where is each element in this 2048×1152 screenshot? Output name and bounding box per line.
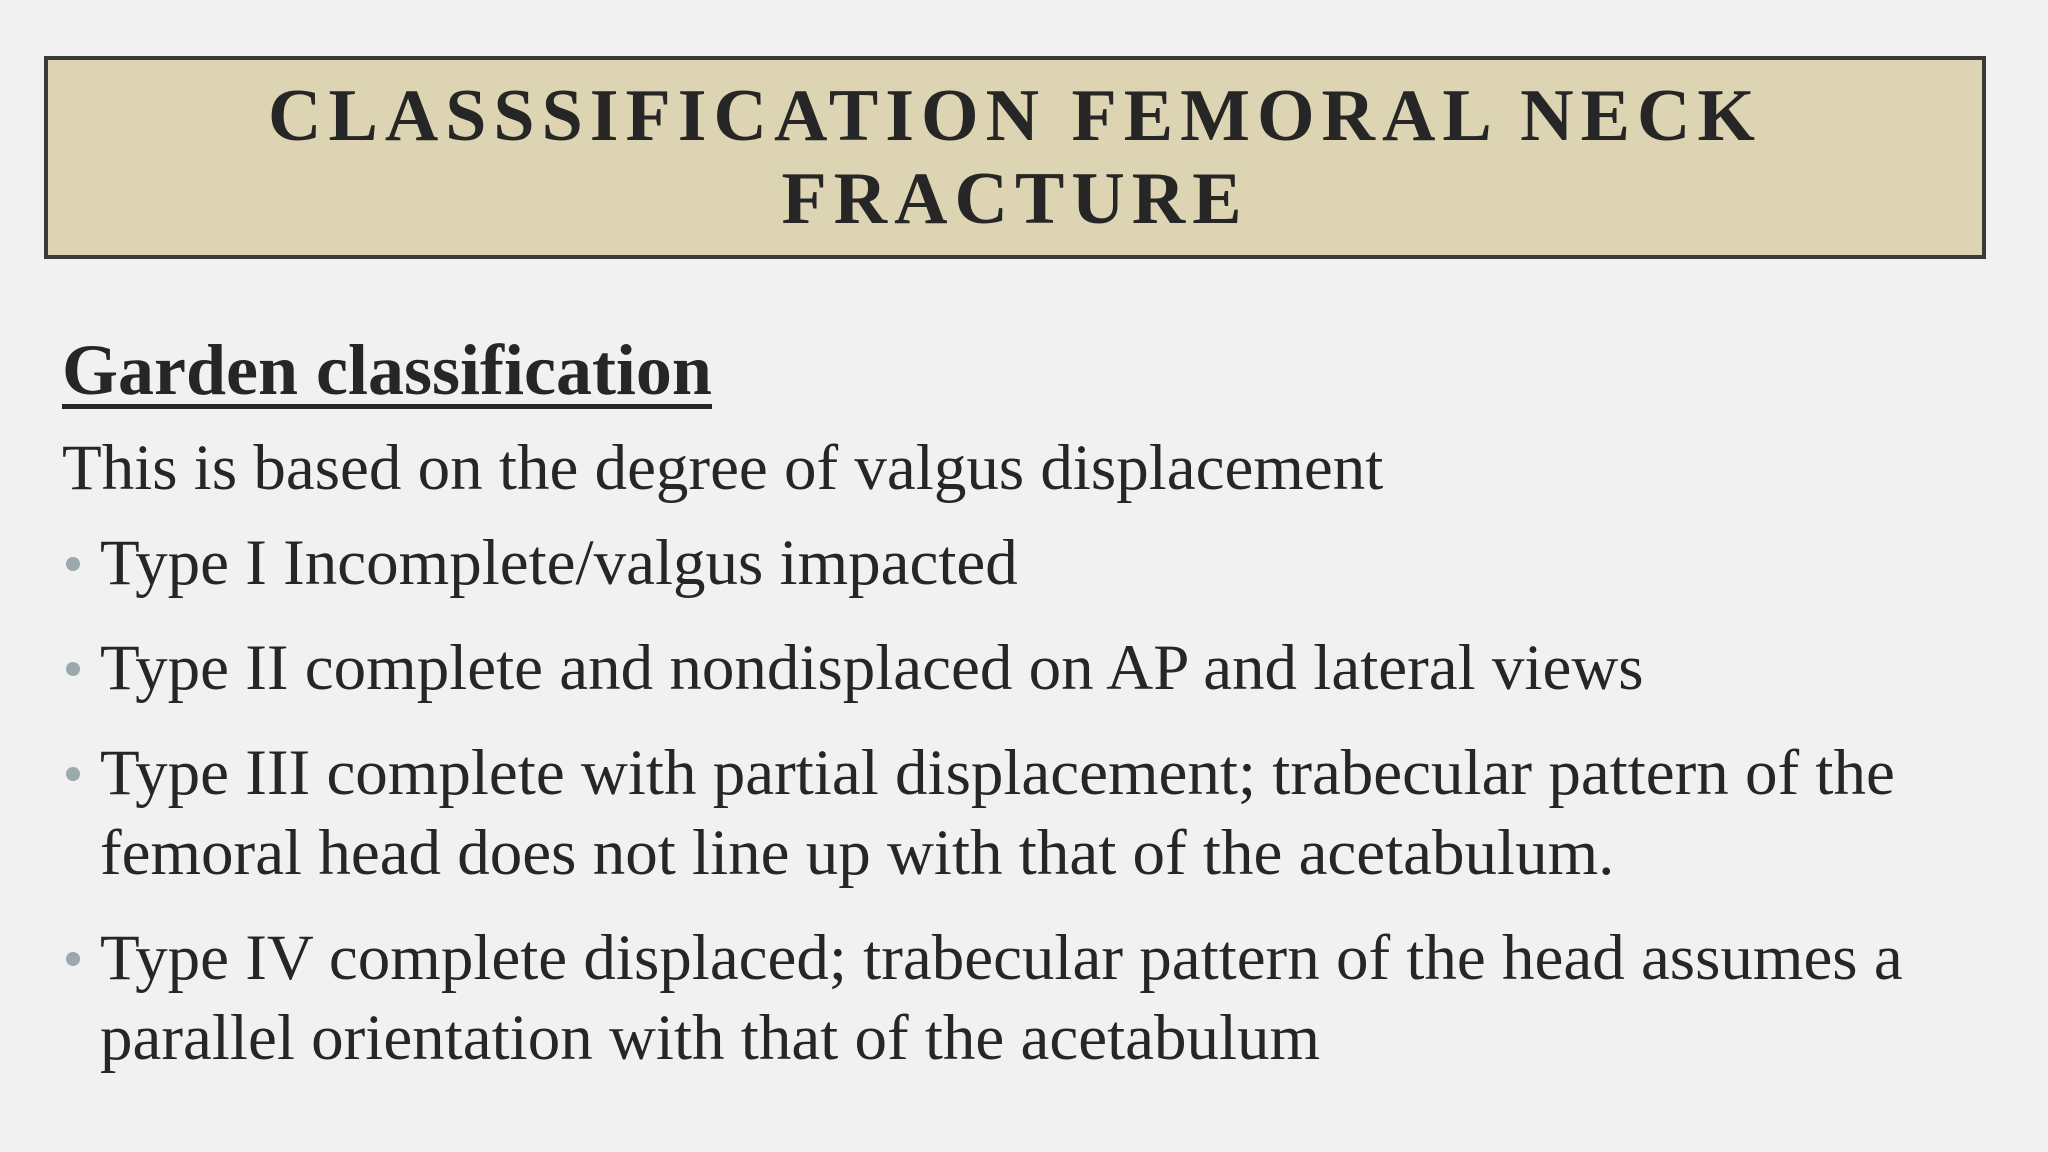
list-item-type-1 (62, 523, 2010, 603)
list-item-type-3 (62, 733, 2010, 893)
intro-text: This is based on the degree of valgus displacement (62, 432, 1384, 504)
classification-list (62, 523, 1962, 1078)
list-item-text: Type I Incomplete/valgus impacted (100, 527, 1018, 599)
bullet-dot-icon (66, 557, 80, 571)
list-item-text: Type IV complete displaced; trabecular pattern of the head assumes a parallel orientation with that of the acetabulum (100, 922, 1903, 1074)
garden-classification-heading: Garden classification (62, 330, 712, 410)
list-item-text: Type II complete and nondisplaced on AP and lateral views (100, 632, 1644, 704)
title-banner (44, 56, 1986, 259)
bullet-dot-icon (66, 662, 80, 676)
list-item-type-4 (62, 918, 2010, 1078)
slide-content (62, 325, 1962, 1103)
bullet-dot-icon (66, 767, 80, 781)
list-item-text: Type III complete with partial displacement; trabecular pattern of the femoral head does not line up with that of the acetabulum. (100, 737, 1895, 889)
slide-title: CLASSSIFICATION FEMORAL NECK FRACTURE (268, 74, 1762, 240)
list-item-type-2 (62, 628, 2010, 708)
bullet-dot-icon (66, 952, 80, 966)
